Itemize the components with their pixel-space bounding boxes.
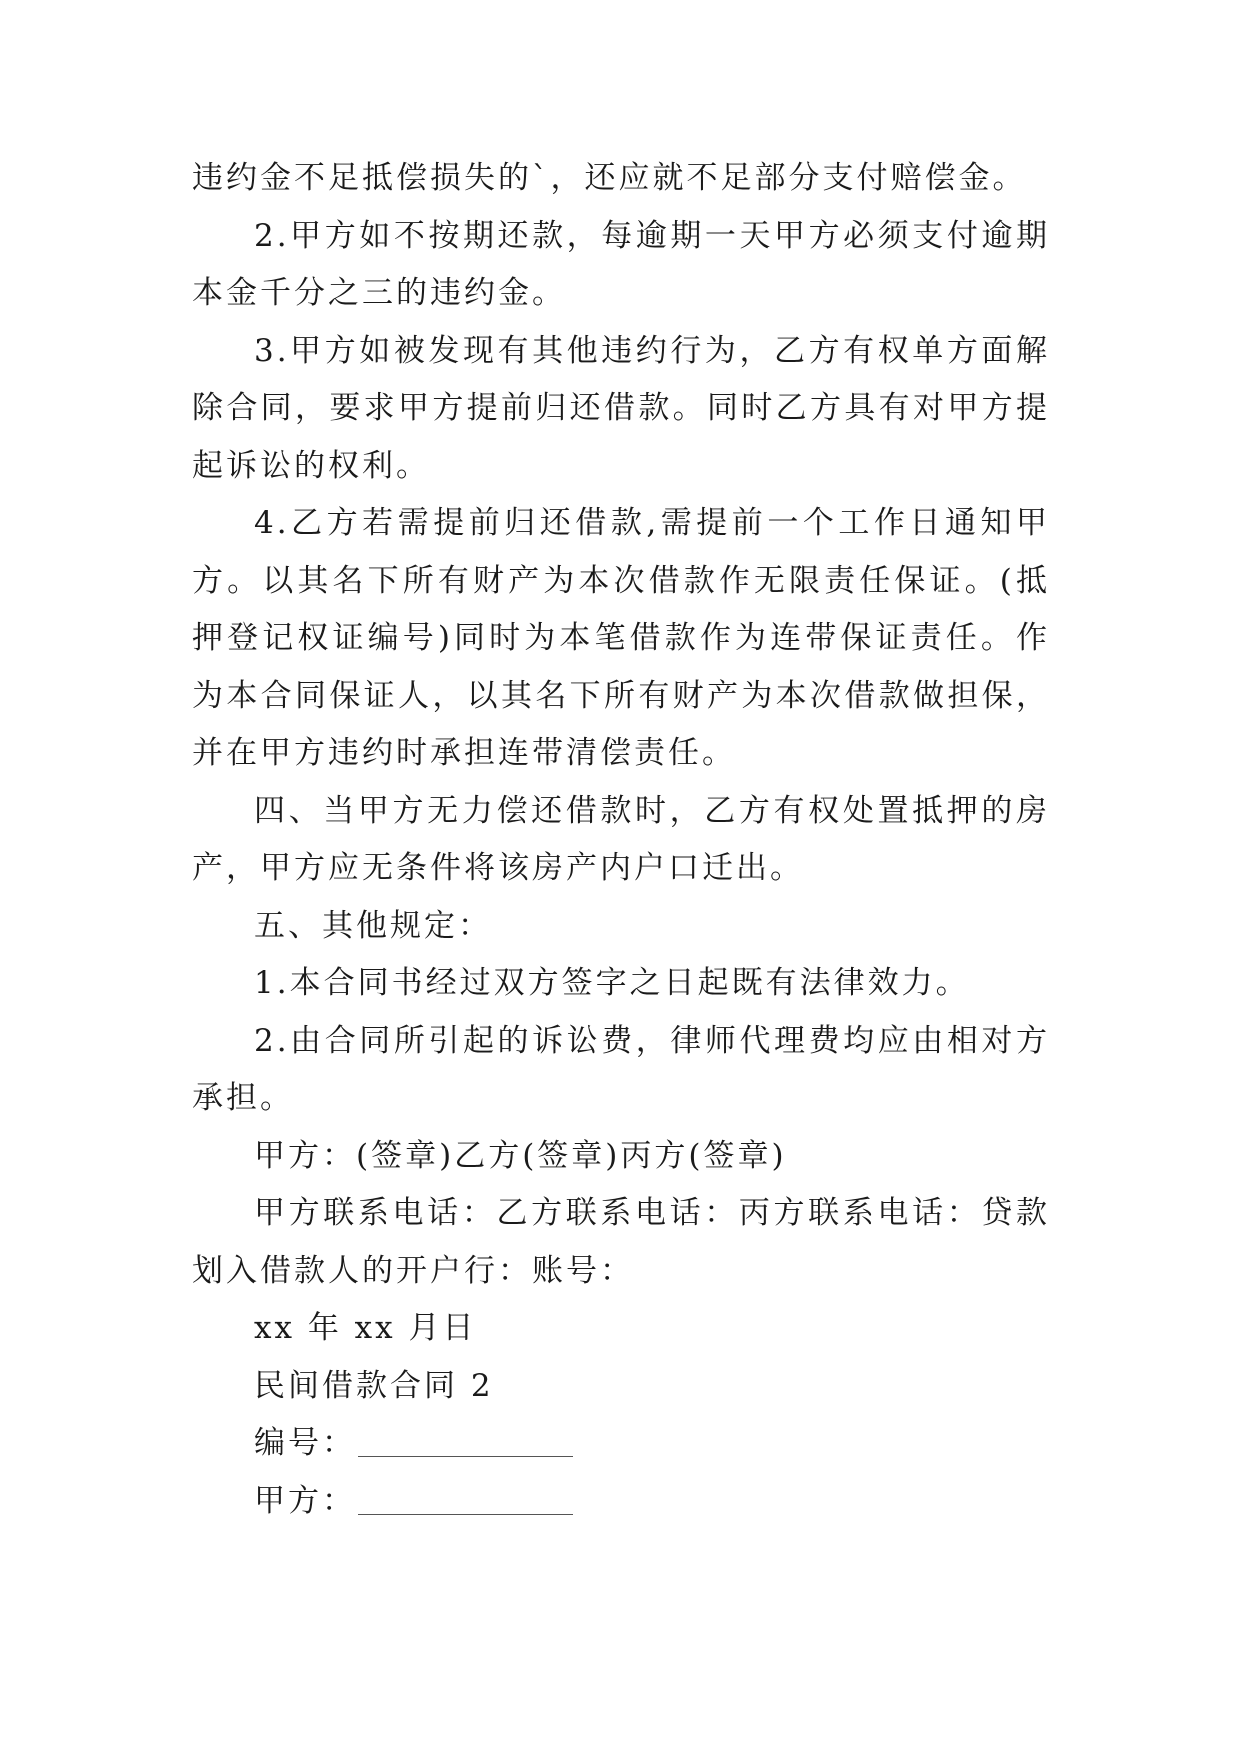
signature-line: 甲方：(签章)乙方(签章)丙方(签章) xyxy=(254,1137,787,1174)
paragraph-clause-2-overdue: 2.甲方如不按期还款，每逾期一天甲方必须支付逾期本金千分之三的违约金。 xyxy=(192,217,1050,311)
contract-title-2: 民间借款合同 2 xyxy=(254,1367,494,1404)
paragraph-other-1-effect: 1.本合同书经过双方签字之日起既有法律效力。 xyxy=(254,965,970,1001)
paragraph-clause-3-breach: 3.甲方如被发现有其他违约行为，乙方有权单方面解除合同，要求甲方提前归还借款。同时乙方具有对甲方提起诉讼的权利。 xyxy=(192,332,1050,484)
party-a-field xyxy=(192,1473,1050,1531)
contract-number-field xyxy=(192,1415,1050,1473)
paragraph-section-4-collateral: 四、当甲方无力偿还借款时，乙方有权处置抵押的房产，甲方应无条件将该房产内户口迁出。 xyxy=(192,792,1050,886)
paragraph-clause-4-guarantee: 4.乙方若需提前归还借款,需提前一个工作日通知甲方。以其名下所有财产为本次借款作无限责任保证。(抵押登记权证编号)同时为本笔借款作为连带保证责任。作为本合同保证人，以其名下所有财产为本次借款做担保，并在甲方违约时承担连带清偿责任。 xyxy=(192,505,1050,771)
document-page xyxy=(192,150,1050,1530)
party-a-blank[interactable] xyxy=(358,1492,573,1515)
heading-section-5-other: 五、其他规定： xyxy=(254,907,492,944)
party-a-label: 甲方： xyxy=(254,1482,356,1519)
contact-info-line: 甲方联系电话：乙方联系电话：丙方联系电话：贷款划入借款人的开户行：账号： xyxy=(192,1195,1050,1289)
paragraph-penalty-continuation: 违约金不足抵偿损失的`，还应就不足部分支付赔偿金。 xyxy=(192,160,1027,196)
paragraph-other-2-costs: 2.由合同所引起的诉讼费，律师代理费均应由相对方承担。 xyxy=(192,1022,1050,1116)
date-line: xx 年 xx 月日 xyxy=(254,1310,477,1346)
contract-number-label: 编号： xyxy=(254,1425,356,1461)
contract-number-blank[interactable] xyxy=(358,1434,573,1457)
